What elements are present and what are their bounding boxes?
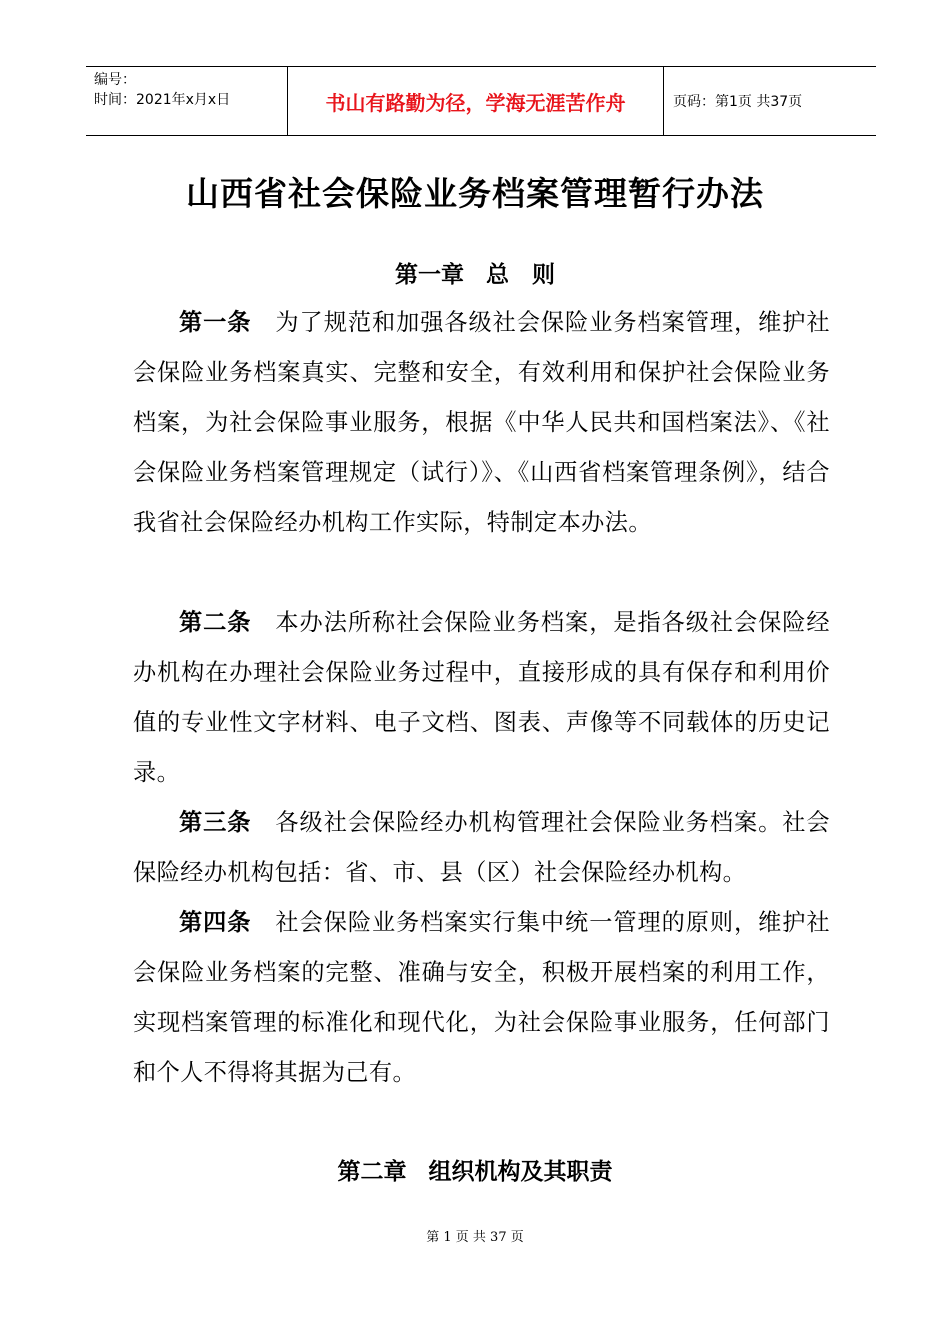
article-label: 第四条 — [179, 909, 252, 936]
article-label: 第一条 — [179, 309, 252, 336]
chapter-1-name: 总 则 — [486, 261, 555, 288]
chapter-2-name: 组织机构及其职责 — [428, 1158, 613, 1185]
header-motto: 书山有路勤为径，学海无涯苦作舟 — [288, 67, 664, 135]
article-4 — [133, 898, 830, 1098]
document-title: 山西省社会保险业务档案管理暂行办法 — [186, 174, 764, 213]
article-2 — [133, 598, 830, 798]
header-meta-cell — [86, 67, 288, 135]
page-header-table — [86, 66, 876, 136]
chapter-2-number: 第二章 — [337, 1158, 407, 1185]
number-label: 编号： — [94, 72, 136, 88]
time-label: 时间：2021年x月x日 — [94, 92, 231, 108]
chapter-1-number: 第一章 — [395, 261, 464, 288]
article-text: 各级社会保险经办机构管理社会保险业务档案。社会保险经办机构包括：省、市、县（区）社会保险经办机构。 — [133, 809, 831, 886]
page-footer: 第 1 页 共 37 页 — [426, 1230, 524, 1245]
chapter-2-heading — [0, 1153, 950, 1186]
article-text: 社会保险业务档案实行集中统一管理的原则，维护社会保险业务档案的完整、准确与安全，积极开展档案的利用工作，实现档案管理的标准化和现代化，为社会保险事业服务，任何部门和个人不得将其据为己有。 — [133, 909, 831, 1086]
article-label: 第二条 — [179, 609, 252, 636]
article-text: 本办法所称社会保险业务档案，是指各级社会保险经办机构在办理社会保险业务过程中，直接形成的具有保存和利用价值的专业性文字材料、电子文档、图表、声像等不同载体的历史记录。 — [133, 609, 831, 786]
article-text: 为了规范和加强各级社会保险业务档案管理，维护社会保险业务档案真实、完整和安全，有效利用和保护社会保险业务档案，为社会保险事业服务，根据《中华人民共和国档案法》、《社会保险业务档案管理规定（试行）》、《山西省档案管理条例》，结合我省社会保险经办机构工作实际，特制定本办法。 — [133, 309, 831, 536]
chapter-1-heading — [0, 256, 950, 289]
article-1 — [133, 298, 830, 548]
header-page-info: 页码：第1页 共37页 — [673, 94, 803, 110]
article-3 — [133, 798, 830, 898]
article-label: 第三条 — [179, 809, 252, 836]
